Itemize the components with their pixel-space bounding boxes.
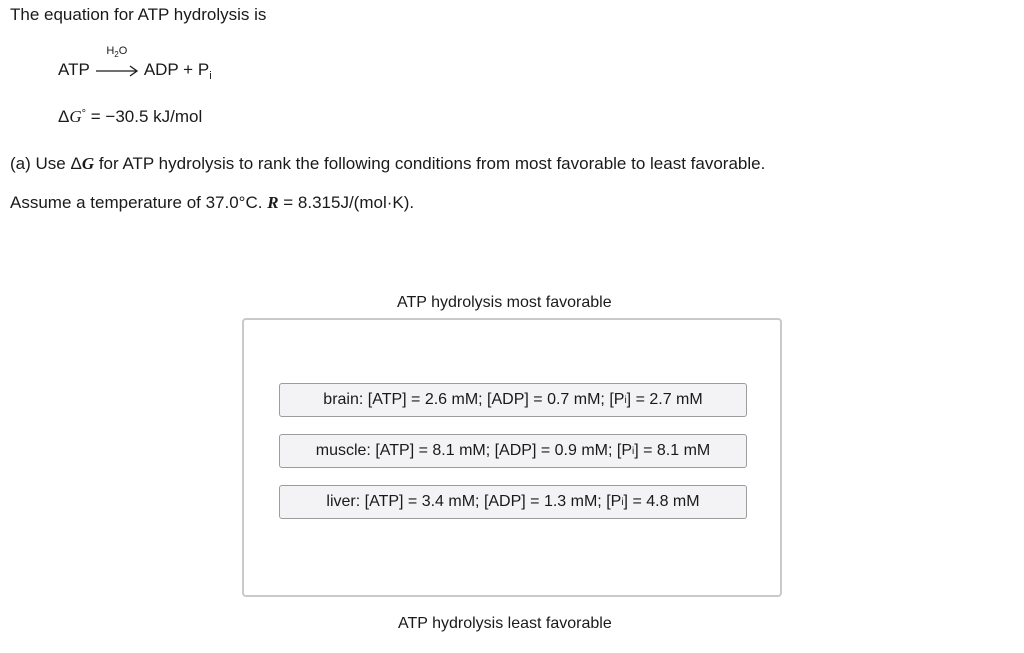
delta-g-standard: ΔG° = −30.5 kJ/mol xyxy=(58,107,203,126)
question-line-2: Assume a temperature of 37.0°C. R = 8.315J/(mol·K). xyxy=(10,193,415,212)
catalyst-label: $H_2O$ xyxy=(106,45,128,60)
right-arrow-icon xyxy=(95,64,139,78)
question-line-1: (a) Use ΔG for ATP hydrolysis to rank the following conditions from most favorable to least favorable. xyxy=(10,154,766,173)
products: ADP + $P_i$ xyxy=(143,60,212,82)
rank-item-brain[interactable]: brain: [ATP] = 2.6 mM; [ADP] = 0.7 mM; [P i ] = 2.7 mM xyxy=(279,383,747,417)
rank-item-liver[interactable]: liver: [ATP] = 3.4 mM; [ADP] = 1.3 mM; [P i ] = 4.8 mM xyxy=(279,485,747,519)
intro-text: The equation for ATP hydrolysis is xyxy=(10,5,267,24)
reaction-arrow xyxy=(95,45,139,82)
rank-item-muscle[interactable]: muscle: [ATP] = 8.1 mM; [ADP] = 0.9 mM; [P i ] = 8.1 mM xyxy=(279,434,747,468)
reaction-equation xyxy=(58,45,212,82)
least-favorable-label: ATP hydrolysis least favorable xyxy=(398,615,612,632)
most-favorable-label: ATP hydrolysis most favorable xyxy=(397,294,612,311)
reactant: ATP xyxy=(58,60,90,79)
